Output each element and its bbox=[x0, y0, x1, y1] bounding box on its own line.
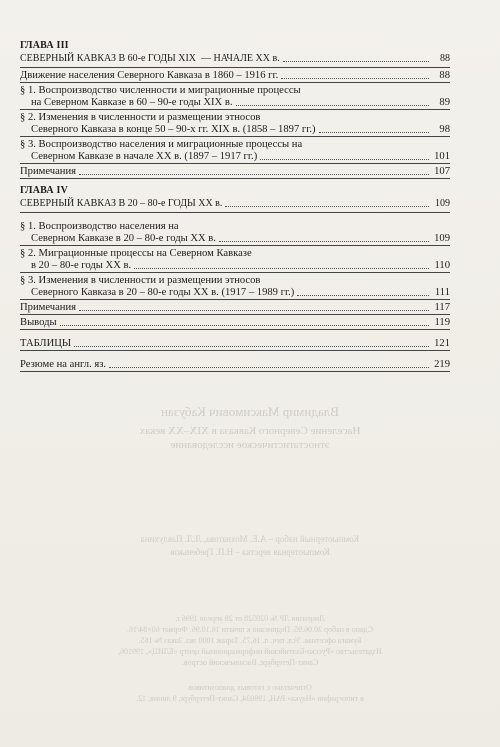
dot-leader bbox=[225, 206, 429, 207]
toc-entry-page: 117 bbox=[434, 302, 450, 313]
chapter-3-title bbox=[20, 53, 450, 65]
toc-entry-title: Примечания bbox=[20, 302, 76, 313]
dot-leader bbox=[283, 61, 429, 62]
dot-leader bbox=[60, 325, 429, 326]
bleed-credit-1: Компьютерный набор – А.Е. Мохнатова, Л.Л. Павлухина bbox=[140, 534, 360, 544]
chapter-3-heading: ГЛАВА III bbox=[20, 40, 69, 51]
toc-entry bbox=[20, 300, 450, 314]
toc-entry-page: 88 bbox=[439, 70, 450, 81]
toc-entry-title-line-1: § 1. Воспроизводство населения на bbox=[20, 221, 179, 232]
toc-entry bbox=[20, 164, 450, 178]
toc-entry bbox=[20, 110, 450, 136]
chapter-4-title-page: 109 bbox=[435, 198, 450, 209]
toc-entry-title-line-2: Северного Кавказа в конце 50 – 90-х гг. XIX в. (1858 – 1897 гг.) bbox=[31, 124, 316, 135]
bleed-imprint-7: в типографии «Наука» РАН, 199034, Санкт-Петербург, 9 линия, 12. bbox=[136, 694, 364, 703]
bleed-imprint-3: Бумага офсетная. Усл. печ. л. 16,75. Тираж 1000 экз. Заказ № 165. bbox=[138, 636, 362, 645]
chapter-4-title bbox=[20, 198, 450, 210]
toc-entry-title-line-1: § 2. Миграционные процессы на Северном Кавказе bbox=[20, 248, 252, 259]
toc-entry-page: 109 bbox=[434, 233, 450, 244]
summary-page: 219 bbox=[434, 359, 450, 370]
toc-entry-title-line-1: § 3. Воспроизводство населения и миграционные процессы на bbox=[20, 139, 303, 150]
bleed-title-2: этностатистическое исследование bbox=[170, 439, 330, 451]
toc-entry-title: Примечания bbox=[20, 166, 76, 177]
chapter-4-heading: ГЛАВА IV bbox=[20, 185, 69, 196]
dot-leader bbox=[79, 310, 429, 311]
toc-entry bbox=[20, 246, 450, 272]
toc-entry-title-line-2: Северном Кавказе в 20 – 80-е годы XX в. bbox=[31, 233, 216, 244]
toc-entry-title-line-2: на Северном Кавказе в 60 – 90-е годы XIX в. bbox=[31, 97, 233, 108]
bleed-imprint-1: Лицензия ЛР № 020528 от 28 апреля 1996 г. bbox=[175, 614, 325, 623]
dot-leader bbox=[79, 174, 429, 175]
dot-leader bbox=[297, 295, 429, 296]
bleed-imprint-4: Издательство «Русско-Балтийский информационный центр «БЛИЦ», 199106, bbox=[118, 647, 382, 656]
chapter-3-title-text: СЕВЕРНЫЙ КАВКАЗ В 60-е ГОДЫ XIX — НАЧАЛЕ XX в. bbox=[20, 53, 280, 64]
bleed-author: Владимир Максимович Кабузан bbox=[161, 404, 339, 419]
dot-leader bbox=[219, 241, 429, 242]
dot-leader bbox=[109, 367, 429, 368]
toc-entry bbox=[20, 315, 450, 329]
bleed-imprint-5: Санкт-Петербург, Васильевский остров. bbox=[181, 658, 319, 667]
toc-entry-tables bbox=[20, 336, 450, 350]
toc-entry-title: Движение населения Северного Кавказа в 1860 – 1916 гг. bbox=[20, 70, 279, 81]
toc-entry-title-line-2: в 20 – 80-е годы XX в. bbox=[31, 260, 132, 271]
toc-entry-page: 101 bbox=[434, 151, 450, 162]
divider bbox=[20, 371, 450, 372]
toc-entry bbox=[20, 68, 450, 82]
bleed-credit-2: Компьютерная верстка – Н.П. Гребеньков bbox=[170, 547, 330, 557]
summary-label: Резюме на англ. яз. bbox=[20, 359, 107, 370]
tables-label: ТАБЛИЦЫ bbox=[20, 338, 72, 349]
toc-entry-summary bbox=[20, 357, 450, 371]
toc-entry-title-line-1: § 1. Воспроизводство численности и миграционные процессы bbox=[20, 85, 301, 96]
toc-entry-page: 111 bbox=[434, 287, 450, 298]
dot-leader bbox=[74, 346, 429, 347]
toc-entry-page: 110 bbox=[434, 260, 450, 271]
dot-leader bbox=[319, 132, 429, 133]
chapter-3-title-page: 88 bbox=[440, 53, 450, 64]
toc-entry bbox=[20, 219, 450, 245]
toc-entry-page: 98 bbox=[439, 124, 450, 135]
toc-entry bbox=[20, 137, 450, 163]
toc-entry-title: Выводы bbox=[20, 317, 57, 328]
chapter-4-title-text: СЕВЕРНЫЙ КАВКАЗ В 20 – 80-е ГОДЫ XX в. bbox=[20, 198, 223, 209]
toc-entry bbox=[20, 273, 450, 299]
toc-entry-title-line-2: Северного Кавказа в 20 – 80-е годы XX в. (1917 – 1989 гг.) bbox=[31, 287, 295, 298]
tables-page: 121 bbox=[434, 338, 450, 349]
toc-entry-page: 107 bbox=[434, 166, 450, 177]
toc-entry-page: 119 bbox=[434, 317, 450, 328]
dot-leader bbox=[134, 268, 429, 269]
toc-entry-title-line-1: § 2. Изменения в численности и размещении этносов bbox=[20, 112, 261, 123]
toc-entry-page: 89 bbox=[439, 97, 450, 108]
dot-leader bbox=[236, 105, 430, 106]
bleed-title-1: Население Северного Кавказа в XIX–XX веках bbox=[139, 425, 361, 437]
dot-leader bbox=[281, 78, 429, 79]
bleed-imprint-6: Отпечатано с готовых диапозитивов bbox=[188, 683, 312, 692]
table-of-contents bbox=[20, 40, 450, 372]
toc-entry-title-line-1: § 3. Изменения в численности и размещении этносов bbox=[20, 275, 261, 286]
dot-leader bbox=[260, 159, 429, 160]
toc-entry bbox=[20, 83, 450, 109]
toc-entry-title-line-2: Северном Кавказе в начале XX в. (1897 – 1917 гг.) bbox=[31, 151, 258, 162]
bleed-imprint-2: Сдано в набор 30.06.95. Подписано к печати 16.10.96. Формат 60×84/16. bbox=[126, 625, 374, 634]
